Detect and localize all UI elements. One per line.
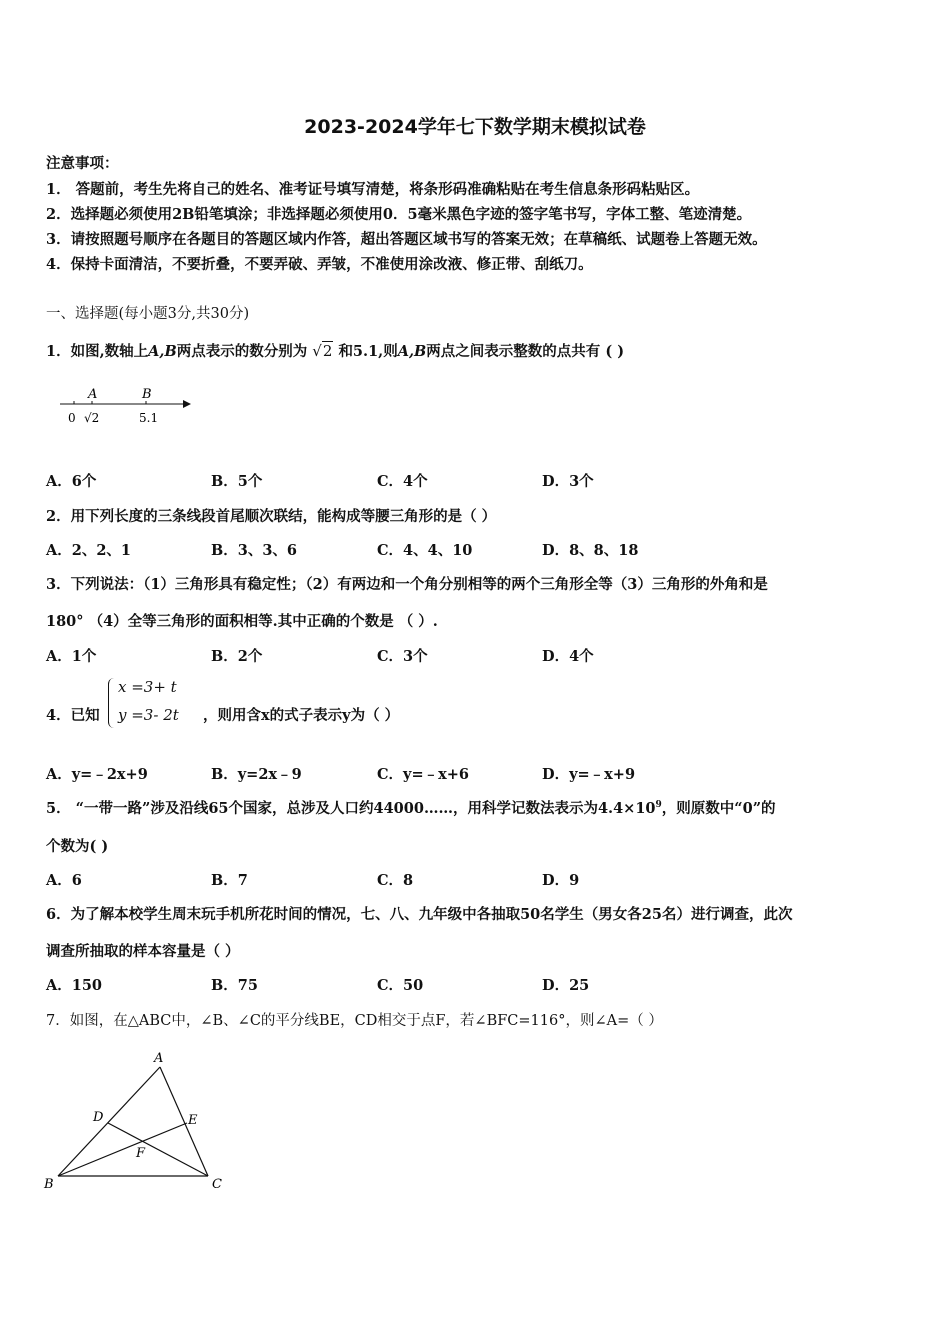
question-7-stem: 7．如图，在△ABC中，∠B、∠C的平分线BE，CD相交于点F，若∠BFC=116°，则∠A=（ ） xyxy=(46,1013,663,1029)
q1-text-after2: 两点之间表示整数的点共有 ( ) xyxy=(426,343,625,360)
question-3-stem-line-2: 180° （4）全等三角形的面积相等.其中正确的个数是 （ ）. xyxy=(46,613,438,630)
question-5-stem-line-2: 个数为( ) xyxy=(46,838,109,855)
triangle-figure xyxy=(40,1045,240,1200)
q5-text-a: 5． “一带一路”涉及沿线65个国家，总涉及人口约44000……，用科学记数法表示为4.4×10 xyxy=(46,800,656,817)
question-4-suffix: ，则用含x的式子表示y为（ ） xyxy=(203,707,400,724)
q1-sqrt: √2 xyxy=(312,342,333,360)
vertex-label-B: B xyxy=(44,1177,54,1192)
q5-option-d[interactable]: D．9 xyxy=(542,872,580,889)
q3-option-a[interactable]: A．1个 xyxy=(46,648,97,665)
number-line-figure xyxy=(55,383,195,428)
page-title: 2023-2024学年七下数学期末模拟试卷 xyxy=(304,116,646,138)
question-4-prefix: 4．已知 xyxy=(46,707,100,724)
q6-option-c[interactable]: C．50 xyxy=(377,977,424,994)
q5-option-a[interactable]: A．6 xyxy=(46,872,82,889)
q1-option-c[interactable]: C．4个 xyxy=(377,473,428,490)
q2-option-c[interactable]: C．4、4、10 xyxy=(377,542,473,559)
q5-exponent: 9 xyxy=(655,800,662,811)
q1-text-mid: 两点表示的数分别为 xyxy=(176,343,308,360)
notes-heading: 注意事项： xyxy=(46,155,119,172)
equation-system xyxy=(108,676,198,732)
q1-option-b[interactable]: B．5个 xyxy=(211,473,263,490)
q2-option-b[interactable]: B．3、3、6 xyxy=(211,542,298,559)
label-point-B: B xyxy=(142,387,152,402)
equation-2: y =3- 2t xyxy=(118,706,179,724)
point-label-D: D xyxy=(93,1110,104,1125)
q4-option-a[interactable]: A．y=﹣2x+9 xyxy=(46,766,148,783)
question-3-stem-line-1: 3．下列说法：（1）三角形具有稳定性；（2）有两边和一个角分别相等的两个三角形全等（3）三角形的外角和是 xyxy=(46,576,768,593)
vertex-label-A: A xyxy=(154,1051,164,1066)
question-6-stem-line-1: 6．为了解本校学生周末玩手机所花时间的情况，七、八、九年级中各抽取50名学生（男女各25名）进行调查，此次 xyxy=(46,906,793,923)
point-label-E: E xyxy=(188,1113,198,1128)
q6-option-b[interactable]: B．75 xyxy=(211,977,258,994)
q1-option-d[interactable]: D．3个 xyxy=(542,473,594,490)
question-1-stem xyxy=(46,340,624,361)
note-item-1: 1． 答题前，考生先将自己的姓名、准考证号填写清楚，将条形码准确粘贴在考生信息条形码粘贴区。 xyxy=(46,181,700,198)
question-6-stem-line-2: 调查所抽取的样本容量是（ ） xyxy=(46,943,240,960)
q4-option-b[interactable]: B．y=2x﹣9 xyxy=(211,766,302,783)
equation-brace xyxy=(108,678,117,728)
q1-text-before: 1．如图,数轴上 xyxy=(46,343,149,360)
q6-option-d[interactable]: D．25 xyxy=(542,977,590,994)
q1-ab: A,B xyxy=(148,343,177,360)
q1-sqrt-radicand: 2 xyxy=(322,342,333,360)
q1-ab-2: A,B xyxy=(397,343,427,360)
q3-option-d[interactable]: D．4个 xyxy=(542,648,594,665)
question-5-stem-line-1 xyxy=(46,797,776,818)
label-zero: 0 xyxy=(68,411,76,425)
q1-option-a[interactable]: A．6个 xyxy=(46,473,97,490)
question-2-stem: 2．用下列长度的三条线段首尾顺次联结，能构成等腰三角形的是（ ） xyxy=(46,508,497,525)
equation-1: x =3+ t xyxy=(118,678,177,696)
q4-option-d[interactable]: D．y=﹣x+9 xyxy=(542,766,636,783)
q5-option-c[interactable]: C．8 xyxy=(377,872,414,889)
label-sqrt2: √2 xyxy=(84,411,100,425)
note-item-2: 2．选择题必须使用2B铅笔填涂；非选择题必须使用0．5毫米黑色字迹的签字笔书写，字体工整、笔迹清楚。 xyxy=(46,206,752,223)
q1-text-after1: 和5.1,则 xyxy=(338,343,398,360)
note-item-4: 4．保持卡面清洁，不要折叠，不要弄破、弄皱，不准使用涂改液、修正带、刮纸刀。 xyxy=(46,256,593,273)
note-item-3: 3．请按照题号顺序在各题目的答题区域内作答，超出答题区域书写的答案无效；在草稿纸、试题卷上答题无效。 xyxy=(46,231,767,248)
q3-option-b[interactable]: B．2个 xyxy=(211,648,263,665)
label-five-point-one: 5.1 xyxy=(139,411,159,425)
section-heading: 一、选择题(每小题3分,共30分) xyxy=(46,306,250,322)
q2-option-d[interactable]: D．8、8、18 xyxy=(542,542,639,559)
label-point-A: A xyxy=(88,387,98,402)
q2-option-a[interactable]: A．2、2、1 xyxy=(46,542,132,559)
vertex-label-C: C xyxy=(212,1177,222,1192)
q6-option-a[interactable]: A．150 xyxy=(46,977,103,994)
q3-option-c[interactable]: C．3个 xyxy=(377,648,428,665)
q4-option-c[interactable]: C．y=﹣x+6 xyxy=(377,766,469,783)
point-label-F: F xyxy=(136,1146,146,1161)
q5-text-b: ，则原数中“0”的 xyxy=(661,800,776,817)
q5-option-b[interactable]: B．7 xyxy=(211,872,248,889)
